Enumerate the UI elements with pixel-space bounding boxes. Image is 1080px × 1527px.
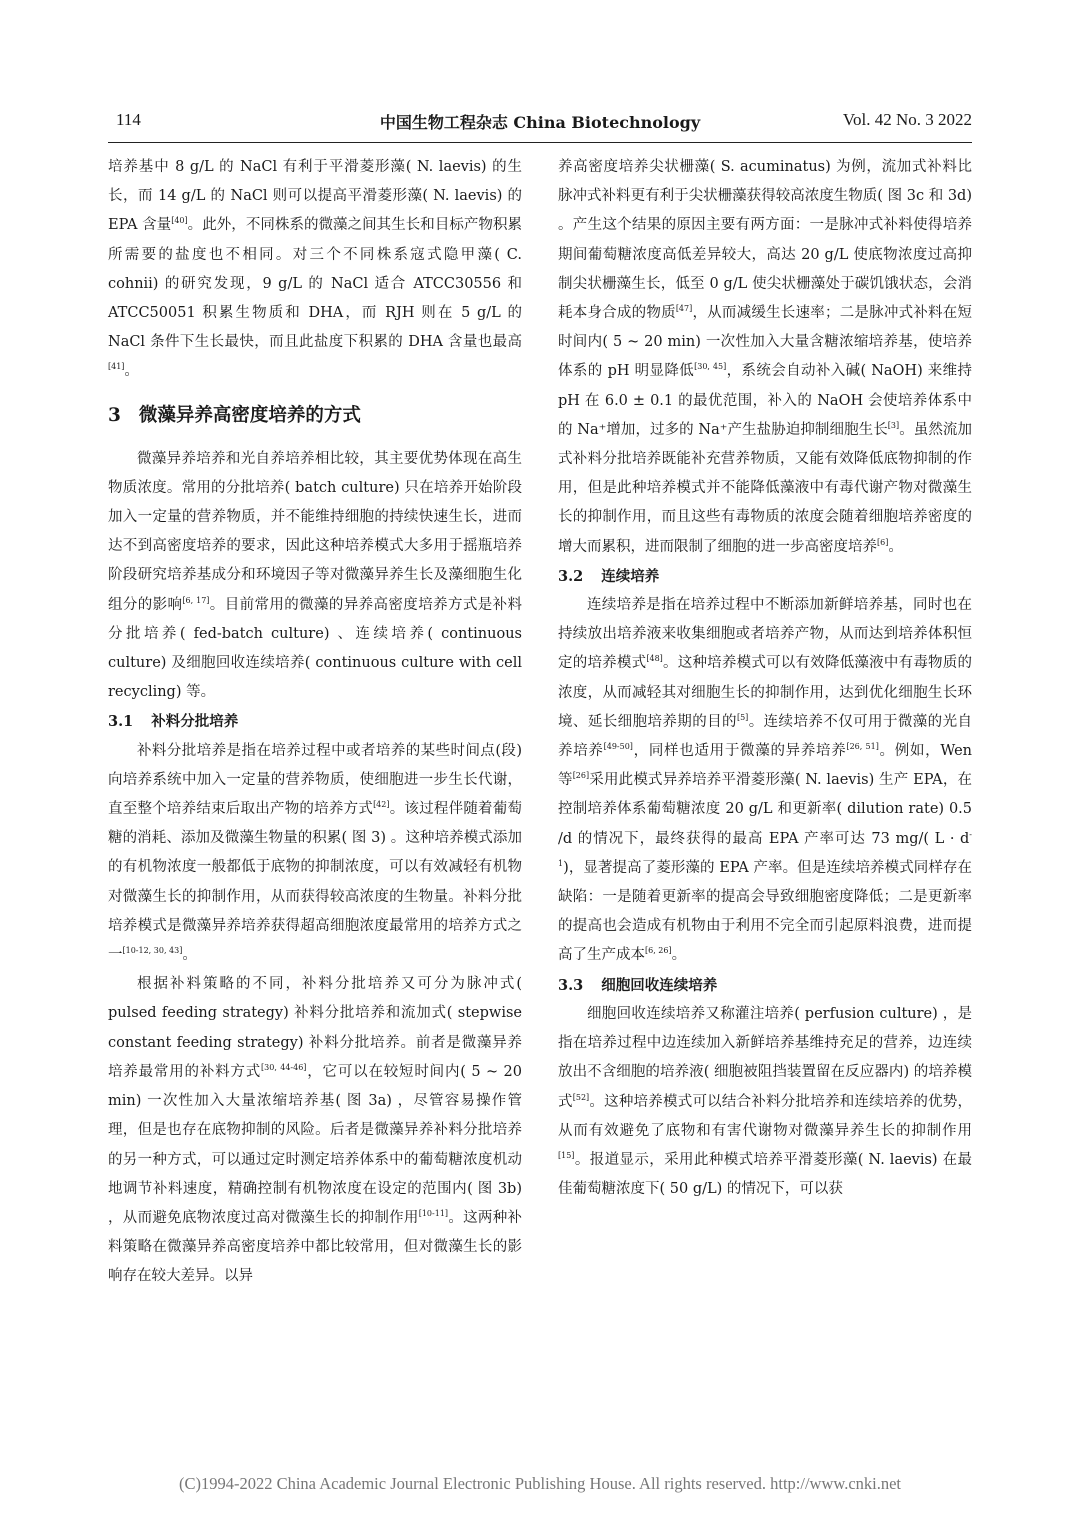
citation: [6, 26] bbox=[645, 946, 672, 956]
right-column bbox=[558, 153, 972, 1204]
paragraph: 细胞回收连续培养又称灌注培养( perfusion culture) ，是指在培养过程中边连续加入新鲜培养基维持充足的营养，边连续放出不含细胞的培养液( 细胞被阻挡装置留在反应器内) 的培养模式[52]。这种培养模式可以结合补料分批培养和连续培养的优势，从而有效避免了底物和有害代谢物对微藻异养生长的抑制作用[15]。报道显示，采用此种模式培养平滑菱形藻( N. laevis) 在最佳葡萄糖浓度下( 50 g/L) 的情况下，可以获 bbox=[558, 1005, 973, 1198]
citation: [26, 51] bbox=[846, 742, 879, 752]
citation: [6, 17] bbox=[182, 595, 210, 605]
citation: [47] bbox=[675, 304, 693, 314]
section-heading: 3 微藻异养高密度培养的方式 bbox=[108, 404, 361, 426]
paragraph: 微藻异养培养和光自养培养相比较，其主要优势体现在高生物质浓度。常用的分批培养( batch culture) 只在培养开始阶段加入一定量的营养物质，并不能维持细胞的持续快速生长，进而达不到高密度培养的要求，因此这种培养模式大多用于摇瓶培养阶段研究培养基成分和环境因子等对微藻异养生长及藻细胞生化组分的影响[6, 17]。目前常用的微藻的异养高密度培养方式是补料分批培养( fed-batch culture) 、连续培养( continuous culture) 及细胞回收连续培养( continuous culture with cell recycling) 等。 bbox=[108, 450, 523, 701]
citation: [10-11] bbox=[418, 1208, 449, 1218]
paragraph: 培养基中 8 g/L 的 NaCl 有利于平滑菱形藻( N. laevis) 的生长，而 14 g/L 的 NaCl 则可以提高平滑菱形藻( N. laevis) 的 EPA 含量[40]。此外，不同株系的微藻之间其生长和目标产物积累所需要的盐度也不相同。对三个不同株系寇式隐甲藻( C. cohnii) 的研究发现，9 g/L 的 NaCl 适合 ATCC30556 和 ATCC50051 积累生物质和 DHA，而 RJH 则在 5 g/L 的 NaCl 条件下生长最快，而且此盐度下积累的 DHA 含量也最高[41]。 bbox=[108, 159, 523, 380]
citation: [49-50] bbox=[603, 742, 633, 752]
citation: [40] bbox=[171, 216, 188, 226]
citation: [52] bbox=[572, 1092, 590, 1102]
journal-title: 中国生物工程杂志 China Biotechnology bbox=[379, 113, 701, 132]
unit-exponent: -1 bbox=[558, 829, 972, 868]
paragraph: 养高密度培养尖状栅藻( S. acuminatus) 为例，流加式补料比脉冲式补料更有利于尖状栅藻获得较高浓度生物质( 图 3c 和 3d) 。产生这个结果的原因主要有两方面：一是脉冲式补料使得培养期间葡萄糖浓度高低差异较大，高达 20 g/L 使底物浓度过高抑制尖状栅藻生长，低至 0 g/L 使尖状栅藻处于碳饥饿状态，会消耗本身合成的物质[47]，从而减缓生长速率；二是脉冲式补料在短时间内( 5 ~ 20 min) 一次性加入大量含糖浓缩培养基，使培养体系的 pH 明显降低[30, 45]，系统会自动补入碱( NaOH) 来维持 pH 在 6.0 ± 0.1 的最优范围，补入的 NaOH 会使培养体系中的 Na⁺增加，过多的 Na⁺产生盐胁迫抑制细胞生长[3]。虽然流加式补料分批培养既能补充营养物质，又能有效降低底物抑制的作用，但是此种培养模式并不能降低藻液中有毒代谢产物对微藻生长的抑制作用，而且这些有毒物质的浓度会随着细胞培养密度的增大而累积，进而限制了细胞的进一步高密度培养[6]。 bbox=[558, 159, 973, 555]
page-number: 114 bbox=[116, 110, 141, 129]
header-rule bbox=[108, 142, 972, 143]
citation: [48] bbox=[646, 654, 663, 664]
subsection-heading: 3.2 连续培养 bbox=[558, 567, 660, 585]
copyright-footer: (C)1994-2022 China Academic Journal Electronic Publishing House. All rights reserved. http://www.cnki.net bbox=[178, 1474, 902, 1493]
citation: [26] bbox=[572, 771, 590, 781]
subsection-heading: 3.1 补料分批培养 bbox=[108, 713, 239, 731]
citation: [30, 45] bbox=[694, 362, 727, 372]
paragraph: 连续培养是指在培养过程中不断添加新鲜培养基，同时也在持续放出培养液来收集细胞或者培养产物，从而达到培养体积恒定的培养模式[48]。这种培养模式可以有效降低藻液中有毒物质的浓度，从而减轻其对细胞生长的抑制作用，达到优化细胞生长环境、延长细胞培养期的目的[5]。连续培养不仅可用于微藻的光自养培养[49-50]，同样也适用于微藻的异养培养[26, 51]。例如，Wen 等[26]采用此模式异养培养平滑菱形藻( N. laevis) 生产 EPA，在控制培养体系葡萄糖浓度 20 g/L 和更新率( dilution rate) 0.5 /d 的情况下，最终获得的最高 EPA 产率可达 73 mg/( $L \cdot d^{-1}$)，显著提高了菱形藻的 EPA 产率。但是连续培养模式同样存在缺陷：一是随着更新率的提高会导致细胞密度降低；二是更新率的提高也会造成有机物由于利用不完全而引起原料浪费，进而提高了生产成本[6, 26]。 bbox=[558, 597, 973, 964]
citation: [41] bbox=[108, 362, 125, 372]
volume-issue: Vol. 42 No. 3 2022 bbox=[842, 110, 972, 129]
citation: [10-12, 30, 43] bbox=[122, 946, 183, 956]
left-column bbox=[108, 153, 522, 1292]
paragraph: 根据补料策略的不同，补料分批培养又可分为脉冲式( pulsed feeding strategy) 补料分批培养和流加式( stepwise constant feeding strategy) 补料分批培养。前者是微藻异养培养最常用的补料方式[30, 44-46]，它可以在较短时间内( 5 ~ 20 min) 一次性加入大量浓缩培养基( 图 3a) ，尽管容易操作管理，但是也存在底物抑制的风险。后者是微藻异养补料分批培养的另一种方式，可以通过定时测定培养体系中的葡萄糖浓度机动地调节补料速度，精确控制有机物浓度在设定的范围内( 图 3b) ，从而避免底物浓度过高对微藻生长的抑制作用[10-11]。这两种补料策略在微藻异养高密度培养中都比较常用，但对微藻生长的影响存在较大差异。以异 bbox=[108, 976, 523, 1285]
citation: [6] bbox=[877, 537, 889, 547]
citation: [15] bbox=[558, 1150, 575, 1160]
paragraph: 补料分批培养是指在培养过程中或者培养的某些时间点(段) 向培养系统中加入一定量的营养物质，使细胞进一步生长代谢，直至整个培养结束后取出产物的培养方式[42]。该过程伴随着葡萄糖的消耗、添加及微藻生物量的积累( 图 3) 。这种培养模式添加的有机物浓度一般都低于底物的抑制浓度，可以有效减轻有机物对微藻生长的抑制作用，从而获得较高浓度的生物量。补料分批培养模式是微藻异养培养获得超高细胞浓度最常用的培养方式之一[10-12, 30, 43]。 bbox=[108, 742, 523, 964]
citation: [5] bbox=[736, 712, 749, 722]
page-header bbox=[108, 108, 972, 138]
citation: [42] bbox=[373, 800, 390, 810]
subsection-heading: 3.3 细胞回收连续培养 bbox=[558, 976, 718, 994]
citation: [3] bbox=[887, 420, 900, 430]
citation: [30, 44-46] bbox=[261, 1062, 307, 1072]
